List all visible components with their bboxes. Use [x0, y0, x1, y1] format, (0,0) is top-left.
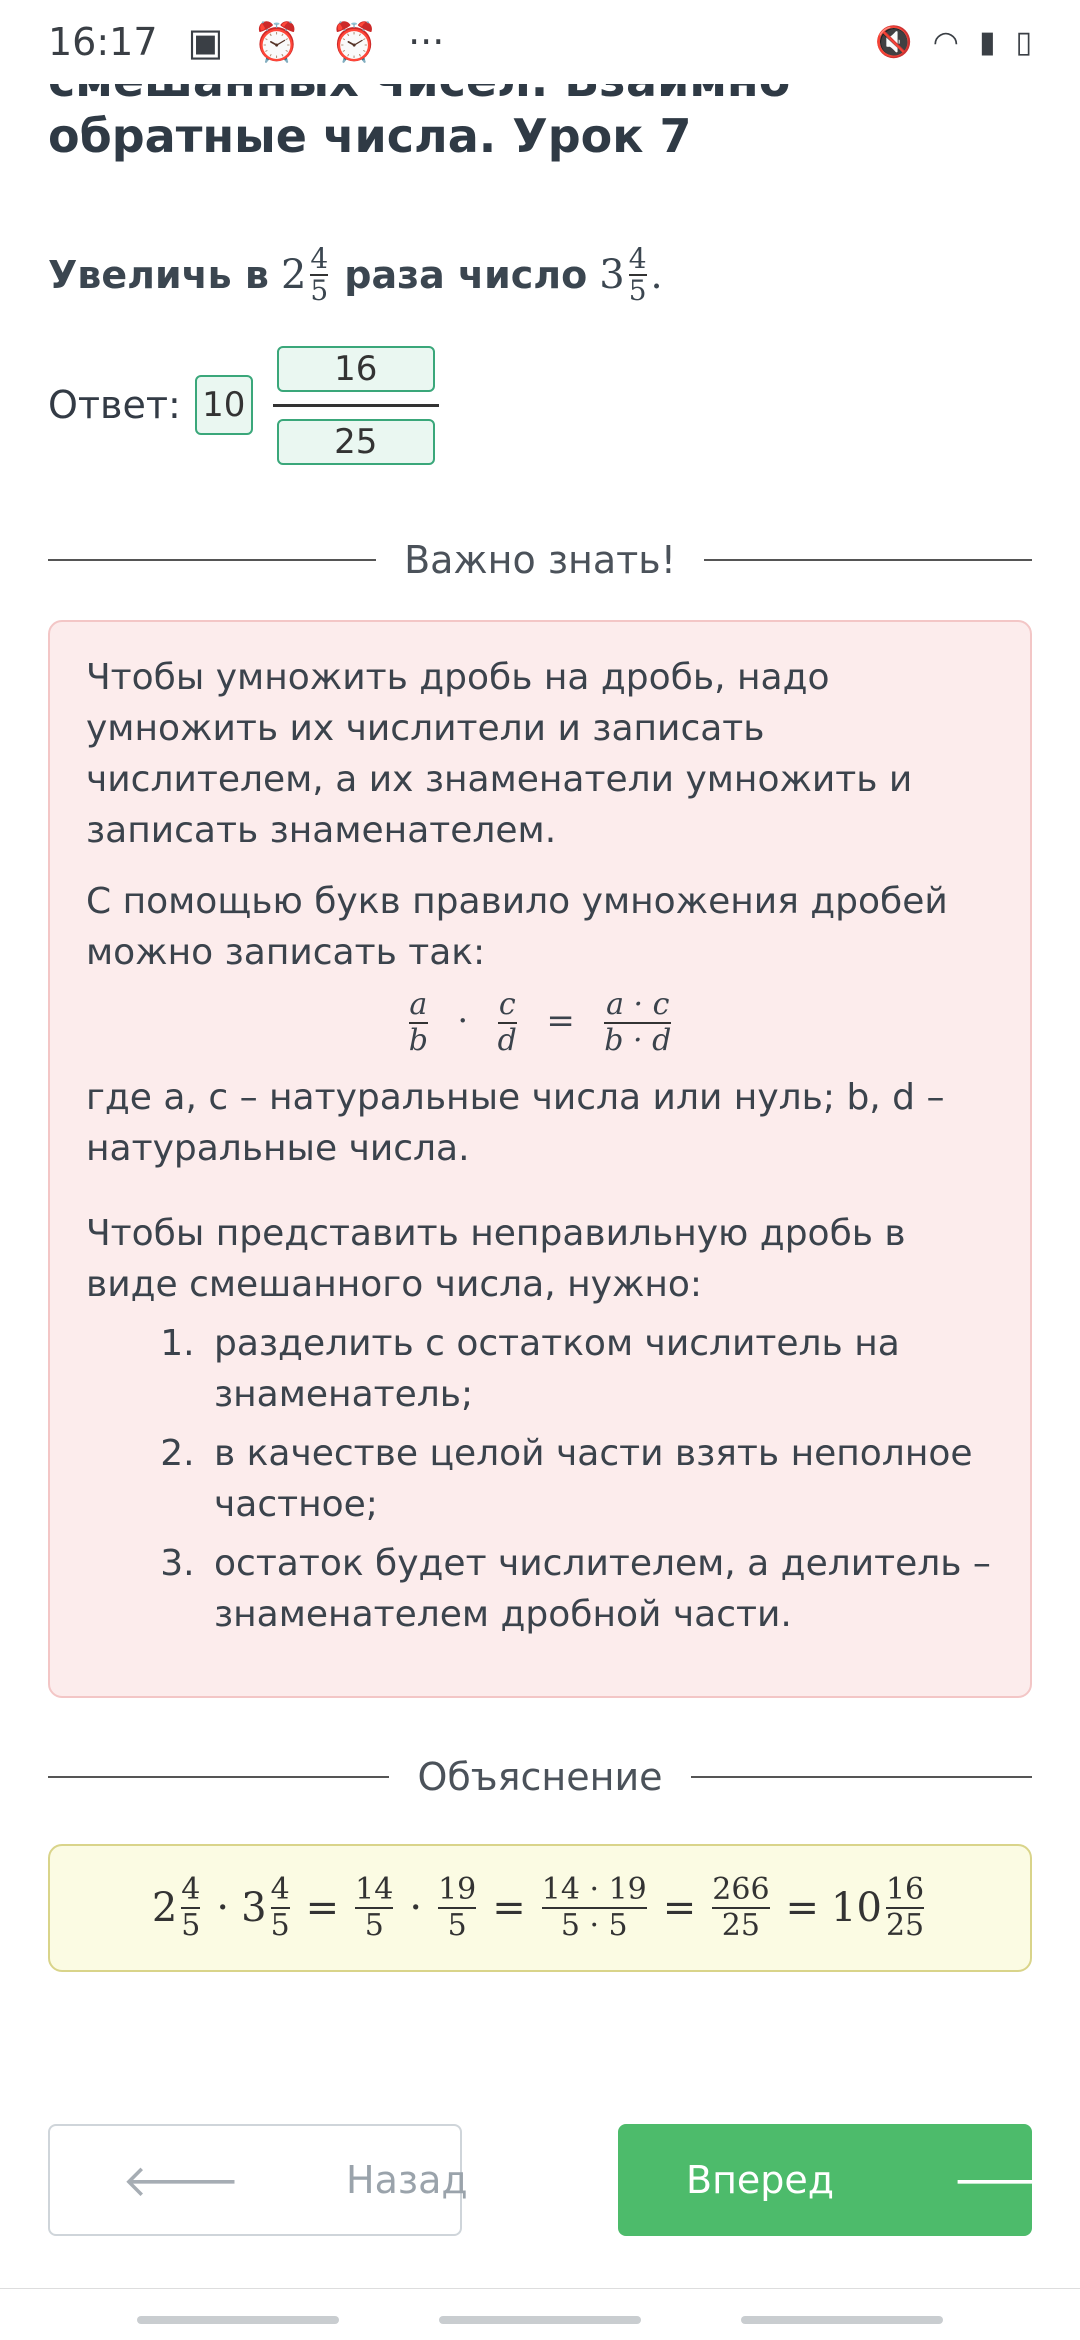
- expl-den: 25: [885, 1908, 925, 1943]
- expl-whole-1: 2: [151, 1885, 178, 1931]
- back-button-label: Назад: [346, 2158, 468, 2202]
- explanation-divider: [48, 1755, 1032, 1799]
- factor-whole: 2: [280, 252, 307, 298]
- formula-dot: ·: [457, 1001, 469, 1041]
- list-item: 2. в качестве целой части взять неполное частное;: [206, 1428, 994, 1530]
- factor-denominator: 5: [310, 274, 329, 307]
- question-middle: раза число: [344, 253, 588, 297]
- expl-whole-2: 3: [241, 1885, 267, 1931]
- nav-handle[interactable]: [439, 2316, 641, 2324]
- formula-b: b: [408, 1023, 428, 1058]
- expl-fraction-6: [712, 1873, 769, 1943]
- important-heading: Важно знать!: [404, 538, 676, 582]
- expl-num: 266: [712, 1872, 770, 1907]
- bottom-separator: [0, 2288, 1080, 2289]
- answer-denominator-input[interactable]: 25: [277, 419, 435, 465]
- nav-handle[interactable]: [741, 2316, 943, 2324]
- wifi-icon: ◠: [932, 24, 959, 60]
- rule-text-1: Чтобы умножить дробь на дробь, надо умножить их числители и записать числителем, а их знаменатели умножить и записать знаменателем.: [86, 657, 913, 851]
- multiplication-formula: [86, 988, 994, 1058]
- formula-eq: =: [546, 1001, 575, 1041]
- expl-den: 5: [270, 1908, 290, 1943]
- expl-dot: ·: [216, 1885, 230, 1931]
- number-denominator: 5: [628, 274, 647, 307]
- answer-row: [48, 340, 439, 470]
- expl-eq: =: [662, 1885, 697, 1931]
- status-left: [48, 20, 444, 65]
- expl-fraction-1: [181, 1873, 200, 1943]
- number-fraction: [629, 244, 647, 306]
- expl-fraction-7: [886, 1873, 924, 1943]
- signal-icon: ▮: [978, 24, 996, 60]
- list-item: 1. разделить с остатком числитель на знаменатель;: [206, 1318, 994, 1420]
- divider-line: [48, 559, 376, 561]
- divider-line: [48, 1776, 389, 1778]
- expl-dot: ·: [409, 1885, 423, 1931]
- list-item: 3. остаток будет числителем, а делитель – знаменателем дробной части.: [206, 1538, 994, 1640]
- formula-a: a: [409, 987, 428, 1022]
- divider-line: [704, 559, 1032, 561]
- answer-numerator-input[interactable]: 16: [277, 346, 435, 392]
- factor-numerator: 4: [310, 242, 329, 275]
- number-whole: 3: [599, 252, 625, 298]
- arrow-left-icon: 🡐: [122, 2156, 240, 2207]
- expl-whole-result: 10: [831, 1885, 882, 1931]
- answer-whole-input[interactable]: 10: [195, 375, 253, 435]
- explanation-box: [48, 1844, 1032, 1972]
- gallery-icon: ▣: [187, 20, 224, 64]
- back-button[interactable]: [48, 2124, 468, 2236]
- answer-label: Ответ:: [48, 383, 181, 427]
- lesson-title: обратные числа. Урок 7: [48, 109, 692, 163]
- formula-d: d: [497, 1023, 517, 1058]
- more-notifications-icon: ···: [408, 20, 445, 64]
- nav-handle[interactable]: [137, 2316, 339, 2324]
- rule-text-3: где a, c – натуральные числа или нуль; b, d – натуральные числа.: [86, 1077, 945, 1169]
- system-nav-bar: [0, 2300, 1080, 2340]
- answer-fraction: [273, 346, 439, 465]
- expl-den: 5: [364, 1908, 384, 1943]
- next-button[interactable]: [618, 2124, 1071, 2236]
- status-right: [875, 25, 1032, 60]
- formula-fraction-ab: [409, 988, 428, 1058]
- expl-eq: =: [305, 1885, 340, 1931]
- explanation-heading: Объяснение: [417, 1755, 663, 1799]
- formula-fraction-cd: [498, 988, 517, 1058]
- alarm-icon: ⏰: [253, 19, 301, 64]
- rule-text-2: С помощью букв правило умножения дробей можно записать так:: [86, 881, 948, 973]
- expl-num: 16: [885, 1872, 925, 1907]
- question-text: [48, 244, 663, 306]
- expl-eq: =: [492, 1885, 526, 1931]
- expl-den: 5 · 5: [560, 1908, 628, 1943]
- battery-icon: ▯: [1015, 24, 1032, 60]
- divider-line: [691, 1776, 1032, 1778]
- formula-fraction-result: [604, 988, 671, 1058]
- question-end: .: [650, 253, 663, 297]
- steps-list: [86, 1318, 994, 1640]
- expl-den: 5: [447, 1908, 467, 1943]
- factor-fraction: [310, 244, 328, 306]
- expl-num: 4: [181, 1872, 201, 1907]
- expl-num: 4: [270, 1872, 290, 1907]
- expl-eq: =: [785, 1885, 820, 1931]
- important-box: [48, 620, 1032, 1698]
- expl-num: 14: [355, 1872, 394, 1907]
- expl-num: 19: [438, 1872, 477, 1907]
- expl-num: 14 · 19: [541, 1872, 647, 1907]
- formula-ac: a · c: [606, 987, 670, 1022]
- expl-fraction-5: [542, 1873, 647, 1943]
- status-time: 16:17: [48, 20, 158, 64]
- rule-text-4: Чтобы представить неправильную дробь в виде смешанного числа, нужно:: [86, 1213, 906, 1305]
- alarm-icon-2: ⏰: [330, 19, 379, 64]
- formula-bd: b · d: [604, 1023, 672, 1058]
- status-bar: [0, 0, 1080, 84]
- expl-den: 5: [181, 1908, 201, 1943]
- expl-den: 25: [721, 1908, 760, 1943]
- expl-fraction-2: [271, 1873, 290, 1943]
- important-divider: [48, 538, 1032, 582]
- number-numerator: 4: [628, 242, 647, 275]
- answer-fraction-bar: [273, 404, 439, 407]
- question-prefix: Увеличь в: [48, 253, 269, 297]
- expl-fraction-4: [438, 1873, 476, 1943]
- formula-c: c: [498, 987, 516, 1022]
- mute-icon: 🔇: [875, 24, 913, 60]
- next-button-label: Вперед: [686, 2158, 835, 2202]
- expl-fraction-3: [355, 1873, 393, 1943]
- arrow-right-icon: 🡒: [952, 2156, 1071, 2207]
